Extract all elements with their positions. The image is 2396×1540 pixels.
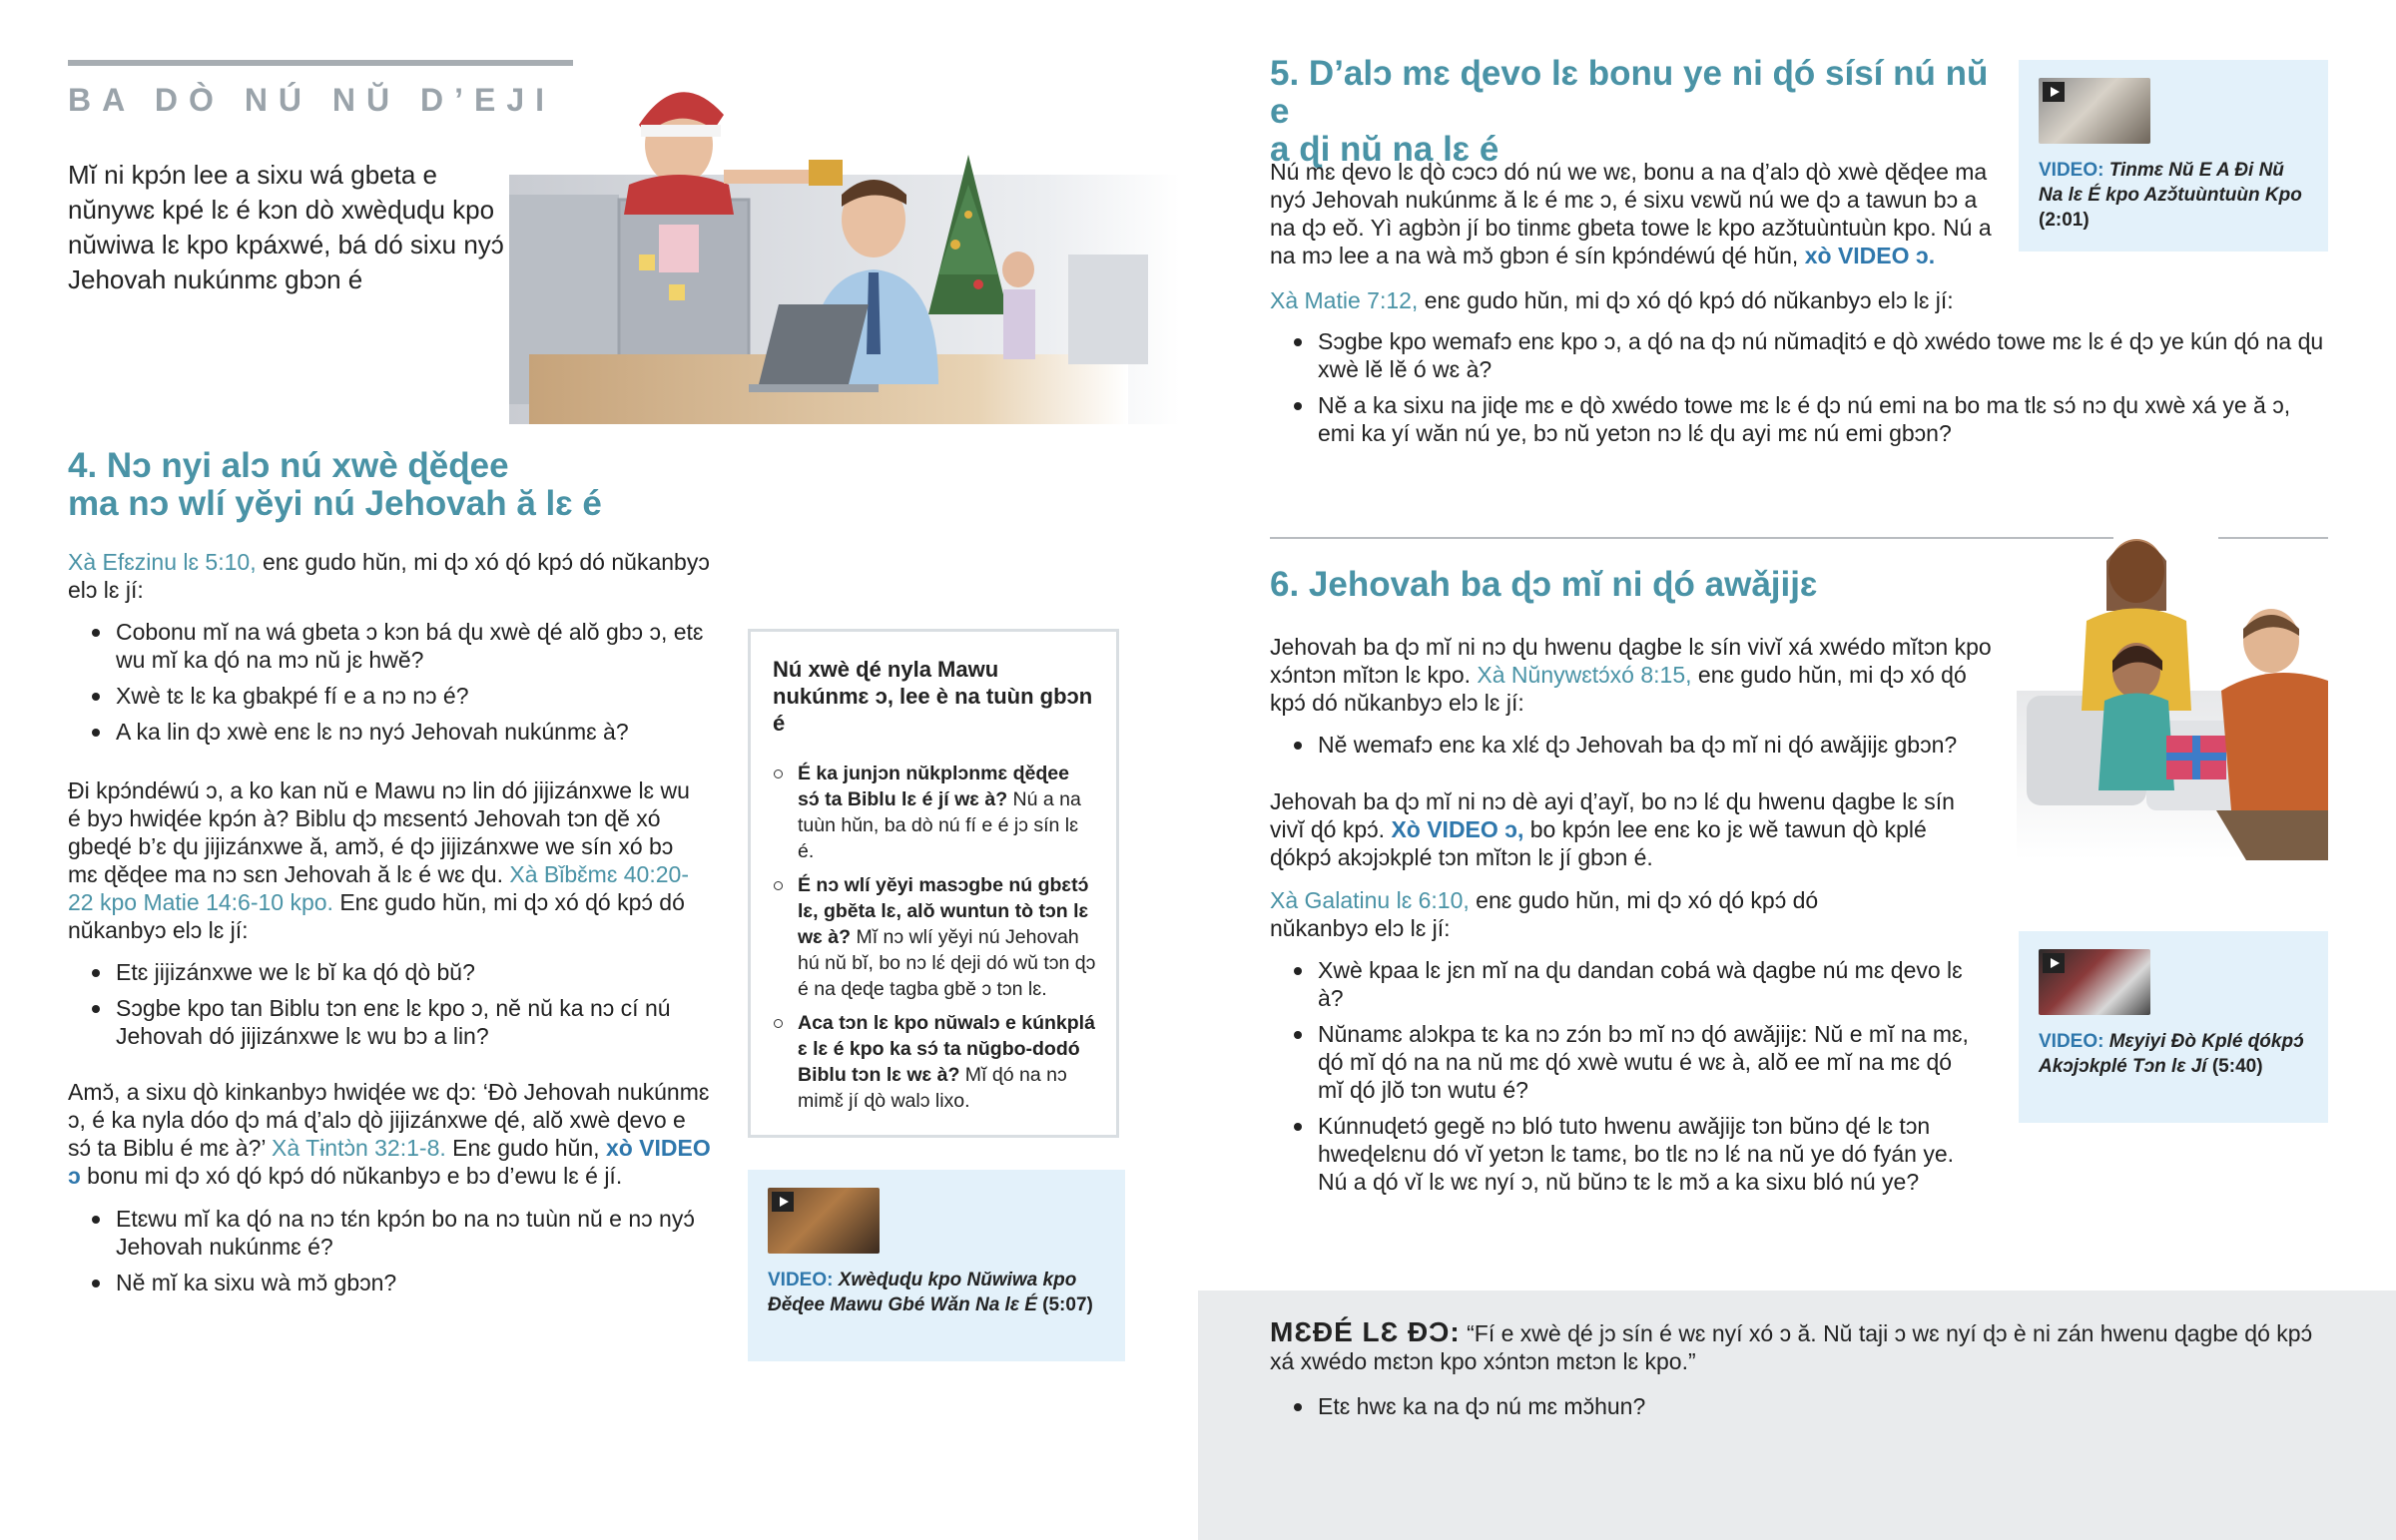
scripture-ref-matie[interactable]: Xà Matie 7:12,	[1270, 287, 1419, 313]
video-duration: (5:40)	[2211, 1056, 2263, 1077]
sidebox-how-to-know	[748, 629, 1119, 1138]
section5-para	[1270, 158, 1994, 269]
para2-text: Ði kpɔ́ndéwú ɔ, a ko kan nŭ e Mawu nɔ lin dó jijizánxwe lɛ wu é byɔ hwiɖée kpɔ́n à? Biblu ɖɔ mɛsentɔ́ Jehovah tɔn ɖě xó gbeɖé b’ɛ ɖu jijizánxwe ă, amɔ̆, é ɖɔ jijizánxwe we sín xó bɔ mɛ ɖěɖee ma nɔ sɛn Jehovah ă lɛ é wɛ ɖu.	[68, 777, 690, 887]
section4-para2	[68, 776, 709, 944]
video-link[interactable]: xò VIDEO ɔ	[68, 1135, 711, 1189]
read1-rest: enɛ gudo hŭn, mi ɖɔ xó ɖó kpɔ́ dó nŭkanbyɔ elɔ lɛ jí:	[68, 549, 710, 603]
scripture-ref-bibeme-matie[interactable]: Xà Bǐbɛ̌mɛ 40:20-22 kpo Matie 14:6-10 kpo.	[68, 861, 689, 915]
section5-read-rest: enɛ gudo hŭn, mi ɖɔ xó ɖó kpɔ́ dó nŭkanbyɔ elɔ lɛ jí:	[1418, 287, 1954, 313]
section6-para1	[1270, 633, 1994, 717]
para3-rest: bonu mi ɖɔ xó ɖó kpɔ́ dó nŭkanbyɔ e bɔ d’ewu lɛ é jí.	[80, 1163, 623, 1189]
section6-bullets1	[1270, 731, 1994, 767]
list-item: Cobonu mĭ na wá gbeta ɔ kɔn bá ɖu xwè ɖé alŏ gbɔ ɔ, etɛ wu mĭ ka ɖó na mɔ nŭ jɛ hwĕ?	[68, 618, 717, 674]
video-card-celebrations[interactable]	[748, 1170, 1125, 1361]
section6-heading: 6. Jehovah ba ɖɔ mĭ ni ɖó awǎjijɛ	[1270, 565, 1818, 604]
video-duration: (2:01)	[2039, 210, 2090, 231]
sidebox-item	[773, 1010, 1096, 1114]
summary-quote	[1270, 1318, 2328, 1375]
sidebox-item	[773, 761, 1096, 864]
list-item: Xwè kpaa lɛ jɛn mĭ na ɖu dandan cobá wà ɖagbe nú mɛ ɖevo lɛ à?	[1270, 956, 1977, 1012]
section6-bullets2	[1270, 956, 1977, 1204]
section5-bullets	[1270, 327, 2328, 455]
video-title[interactable]: Tinmɛ Nŭ E A Ði Nŭ Na lɛ É kpo Azɔ̌tuùntuùn Kpo	[2039, 160, 2302, 206]
kicker-rule	[68, 60, 573, 66]
office-gift-illustration	[509, 55, 1180, 444]
video-label	[768, 1268, 1107, 1317]
list-item: Sɔgbe kpo wemafɔ enɛ kpo ɔ, a ɖó na ɖɔ nú nŭmaɖitɔ́ e ɖò xwédo towe mɛ lɛ é ɖɔ ye kún ɖó na ɖu xwè lĕ lĕ ó wɛ à?	[1270, 327, 2328, 383]
video-card-explain-decisions[interactable]	[2019, 60, 2328, 252]
para3-text: Amɔ̆, a sixu ɖò kinkanbyɔ hwiɖée wɛ ɖɔ: ‘Ðò Jehovah nukúnmɛ ɔ, é ka nyla dóo ɖɔ má ɖ’alɔ ɖò jijizánxwe ɖé, alŏ xwè ɖevo e sɔ́ ta Biblu é mɛ à?’	[68, 1079, 710, 1161]
summary-box	[1198, 1290, 2396, 1540]
summary-text: “Fí e xwè ɖé jɔ sín é wɛ nyí xó ɔ ă. Nŭ taji ɔ wɛ nyí ɖɔ è ni zán hwenu ɖagbe ɖó kpɔ́ xá xwédo mɛtɔn kpo xɔ́ntɔn mɛtɔn lɛ kpo.”	[1270, 1320, 2313, 1374]
scripture-ref-tinton[interactable]: Xà Tɨntɔ̀n 32:1-8.	[272, 1135, 446, 1161]
section-divider	[1270, 537, 2113, 539]
list-item: Etɛwu mĭ ka ɖó na nɔ tɛ́n kpɔ́n bo na nɔ tuùn nŭ e nɔ nyɔ́ Jehovah nukúnmɛ é?	[68, 1205, 717, 1261]
list-item: Sɔgbe kpo tan Biblu tɔn enɛ lɛ kpo ɔ, nĕ nŭ ka nɔ cí nú Jehovah dó jijizánxwe lɛ wu bɔ a lin?	[68, 994, 717, 1050]
video-link[interactable]: xò VIDEO ɔ.	[1804, 243, 1936, 268]
play-icon[interactable]	[2043, 953, 2065, 973]
section6-para2-rest: bo kpɔ́n lee enɛ ko jɛ wĕ tawun ɖò kplé ɖókpɔ́ akɔjɔkplé tɔn mĭtɔn lɛ jí gbɔn é.	[1270, 816, 1927, 870]
section4-heading	[68, 447, 667, 523]
sidebox-list	[773, 761, 1096, 1114]
section5-heading-line2: a ɖi nŭ na lɛ é	[1270, 130, 1499, 169]
video-label	[2039, 158, 2313, 233]
list-item: Nĕ wemafɔ enɛ ka xlɛ́ ɖɔ Jehovah ba ɖɔ mĭ ni ɖó awǎjijɛ gbɔn?	[1270, 731, 1994, 759]
list-item: Etɛ hwɛ ka na ɖɔ nú mɛ mɔ̆hun?	[1270, 1392, 2328, 1420]
video-link[interactable]: Xò VIDEO ɔ,	[1391, 816, 1524, 842]
sidebox-item	[773, 872, 1096, 1002]
sidebox-question: Aca tɔn lɛ kpo nŭwalɔ e kúnkplá ɛ lɛ é kpo ka sɔ́ ta nŭgbo-dodó Biblu tɔn lɛ wɛ à?	[798, 1012, 1095, 1086]
sidebox-answer: Mĭ ɖó na nɔ mimɛ̌ jí ɖò walɔ lixo.	[798, 1064, 1067, 1112]
list-item: Etɛ jijizánxwe we lɛ bĭ ka ɖó ɖò bŭ?	[68, 958, 717, 986]
scripture-ref-efezinu[interactable]: Xà Efɛzinu lɛ 5:10,	[68, 549, 257, 575]
para3-mid: Enɛ gudo hŭn,	[445, 1135, 606, 1161]
video-thumbnail[interactable]	[768, 1188, 880, 1254]
video-label	[2039, 1029, 2313, 1079]
list-item: Nŭnamɛ alɔkpa tɛ ka nɔ zɔ́n bɔ mĭ nɔ ɖó awǎjijɛ: Nŭ e mĭ na mɛ, ɖó mĭ ɖó na na nŭ mɛ ɖó xwè wutu é wɛ à, alŏ ee mĭ na mɛ ɖó mĭ ɖó jlŏ tɔn wutu é?	[1270, 1020, 1977, 1104]
sidebox-answer: Nú a na tuùn hŭn, ba dò nú fí e é jɔ sín lɛ é.	[798, 788, 1081, 862]
section5-heading	[1270, 55, 1989, 169]
summary-label: MƐÐÉ LƐ ÐƆ:	[1270, 1316, 1461, 1347]
section4-heading-line2: ma nɔ wlí yĕyi nú Jehovah ă lɛ é	[68, 484, 602, 523]
summary-bullets	[1270, 1392, 2328, 1428]
kicker-title: BA DÒ NÚ NŬ D’EJI	[68, 82, 556, 118]
section4-read1	[68, 548, 717, 604]
video-card-congregation-gatherings[interactable]	[2019, 931, 2328, 1123]
section6-para1-rest: enɛ gudo hŭn, mi ɖɔ xó ɖó kpɔ́ dó nŭkanbyɔ elɔ lɛ jí:	[1270, 662, 1967, 716]
sidebox-title: Nú xwè ɖé nyla Mawu nukúnmɛ ɔ, lee è na tuùn gbɔn é	[773, 657, 1093, 736]
section6-para2	[1270, 787, 1994, 871]
section4-bullets1	[68, 618, 717, 754]
video-duration: (5:07)	[1042, 1294, 1093, 1315]
section4-para3	[68, 1078, 712, 1190]
section4-bullets2	[68, 958, 717, 1058]
list-item: Xwè tɛ lɛ ka gbakpé fí e a nɔ nɔ é?	[68, 682, 717, 710]
play-icon[interactable]	[772, 1192, 794, 1212]
section6-para1-text: Jehovah ba ɖɔ mĭ ni nɔ ɖu hwenu ɖagbe lɛ sín vivĭ xá xwédo mĭtɔn kpo xɔ́ntɔn mĭtɔn lɛ kpo.	[1270, 634, 1992, 688]
play-icon[interactable]	[2043, 82, 2065, 102]
video-tag: VIDEO:	[2039, 1031, 2104, 1052]
section5-para-text: Nú mɛ ɖevo lɛ ɖò cɔcɔ dó nú we wɛ, bonu a na ɖ’alɔ ɖò xwè ɖěɖee ma nyɔ́ Jehovah nukúnmɛ ă lɛ é mɛ ɔ, é sixu vɛwŭ nú we ɖɔ a tawun bɔ a na ɖɔ eŏ. Yì agbɔ̀n jí bo tinmɛ gbeta towe lɛ kpo azɔ̌tuùntuùn kpo. Nú a na mɔ lee a na wà mɔ̆ gbɔn é sín kpɔ́ndéwú ɖé hŭn,	[1270, 159, 1992, 268]
video-tag: VIDEO:	[2039, 160, 2104, 181]
video-title[interactable]: Mɛyiyi Ðò Kplé ɖókpɔ́ Akɔjɔkplé Tɔn lɛ Jí	[2039, 1031, 2304, 1077]
para2-rest: Enɛ gudo hŭn, mi ɖɔ xó ɖó kpɔ́ dó nŭkanbyɔ elɔ lɛ jí:	[68, 889, 685, 943]
scripture-ref-galatinu[interactable]: Xà Galatinu lɛ 6:10,	[1270, 887, 1470, 913]
section6-read	[1270, 886, 1909, 942]
video-tag: VIDEO:	[768, 1270, 834, 1290]
section4-bullets3	[68, 1205, 717, 1304]
list-item: A ka lin ɖɔ xwè enɛ lɛ nɔ nyɔ́ Jehovah nukúnmɛ à?	[68, 718, 717, 746]
section6-para2-text: Jehovah ba ɖɔ mĭ ni nɔ dè ayi ɖ’ayĭ, bo nɔ lɛ́ ɖu hwenu ɖagbe lɛ sín vivĭ ɖó kpɔ́.	[1270, 788, 1955, 842]
sidebox-question: É nɔ wlí yĕyi masɔgbe nú gbɛtɔ́ lɛ, gbĕta lɛ, alŏ wuntun tò tɔn lɛ wɛ à?	[798, 874, 1089, 948]
video-thumbnail[interactable]	[2039, 949, 2150, 1015]
family-gift-illustration	[2017, 521, 2328, 880]
list-item: Nĕ a ka sixu na jiɖe mɛ e ɖò xwédo towe mɛ lɛ é ɖɔ nú emi na bo ma tlɛ sɔ́ nɔ ɖu xwè xá ye ă ɔ, emi ka yí wăn nú ye, bɔ nŭ yetɔn nɔ lɛ́ ɖu ayi mɛ nú emi gbɔn?	[1270, 391, 2328, 447]
video-title[interactable]: Xwèɖuɖu kpo Nŭwiwa kpo Ðěɖee Mawu Gbé Wǎn Na lɛ É	[768, 1270, 1077, 1315]
section4-heading-line1: 4. Nɔ nyi alɔ nú xwè ɖěɖee	[68, 446, 509, 485]
sidebox-question: É ka junjɔn nŭkplɔnmɛ ɖěɖee sɔ́ ta Biblu lɛ é jí wɛ à?	[798, 763, 1069, 810]
intro-text: Mĭ ni kpɔ́n lee a sixu wá gbeta e nŭnywɛ kpé lɛ é kɔn dò xwèɖuɖu kpo nŭwiwa lɛ kpo kpáxwé, bá dó sixu nyɔ́ Jehovah nukúnmɛ gbɔn é	[68, 160, 504, 294]
list-item: Kúnnuɖetɔ́ gegě nɔ bló tuto hwenu awǎjijɛ tɔn bŭnɔ ɖé lɛ tɔn hweɖelɛnu dó vĭ yetɔn lɛ tamɛ, bo tlɛ nɔ lɛ́ na nŭ ye dó fyán ye. Nú a ɖó vĭ lɛ wɛ nyí ɔ, nŭ bŭnɔ tɛ lɛ mɔ̆ a ka sixu bló nú ye?	[1270, 1112, 1977, 1196]
scripture-ref-nunywetoxo[interactable]: Xà Nŭnywɛtɔ́xó 8:15,	[1477, 662, 1692, 688]
section5-heading-line1: 5. D’alɔ mɛ ɖevo lɛ bonu ye ni ɖó sísí nú nŭ e	[1270, 54, 1989, 131]
video-thumbnail[interactable]	[2039, 78, 2150, 144]
section6-read-rest: enɛ gudo hŭn, mi ɖɔ xó ɖó kpɔ́ dó nŭkanbyɔ elɔ lɛ jí:	[1270, 887, 1819, 941]
sidebox-answer: Mĭ nɔ wlí yĕyi nú Jehovah hú nŭ bĭ, bo nɔ lɛ́ ɖeji dó wŭ tɔn ɖɔ é na ɖeɖe tagba gbě ɔ tɔn lɛ.	[798, 926, 1096, 1000]
section5-read	[1270, 286, 2328, 314]
list-item: Nĕ mĭ ka sixu wà mɔ̆ gbɔn?	[68, 1269, 717, 1296]
